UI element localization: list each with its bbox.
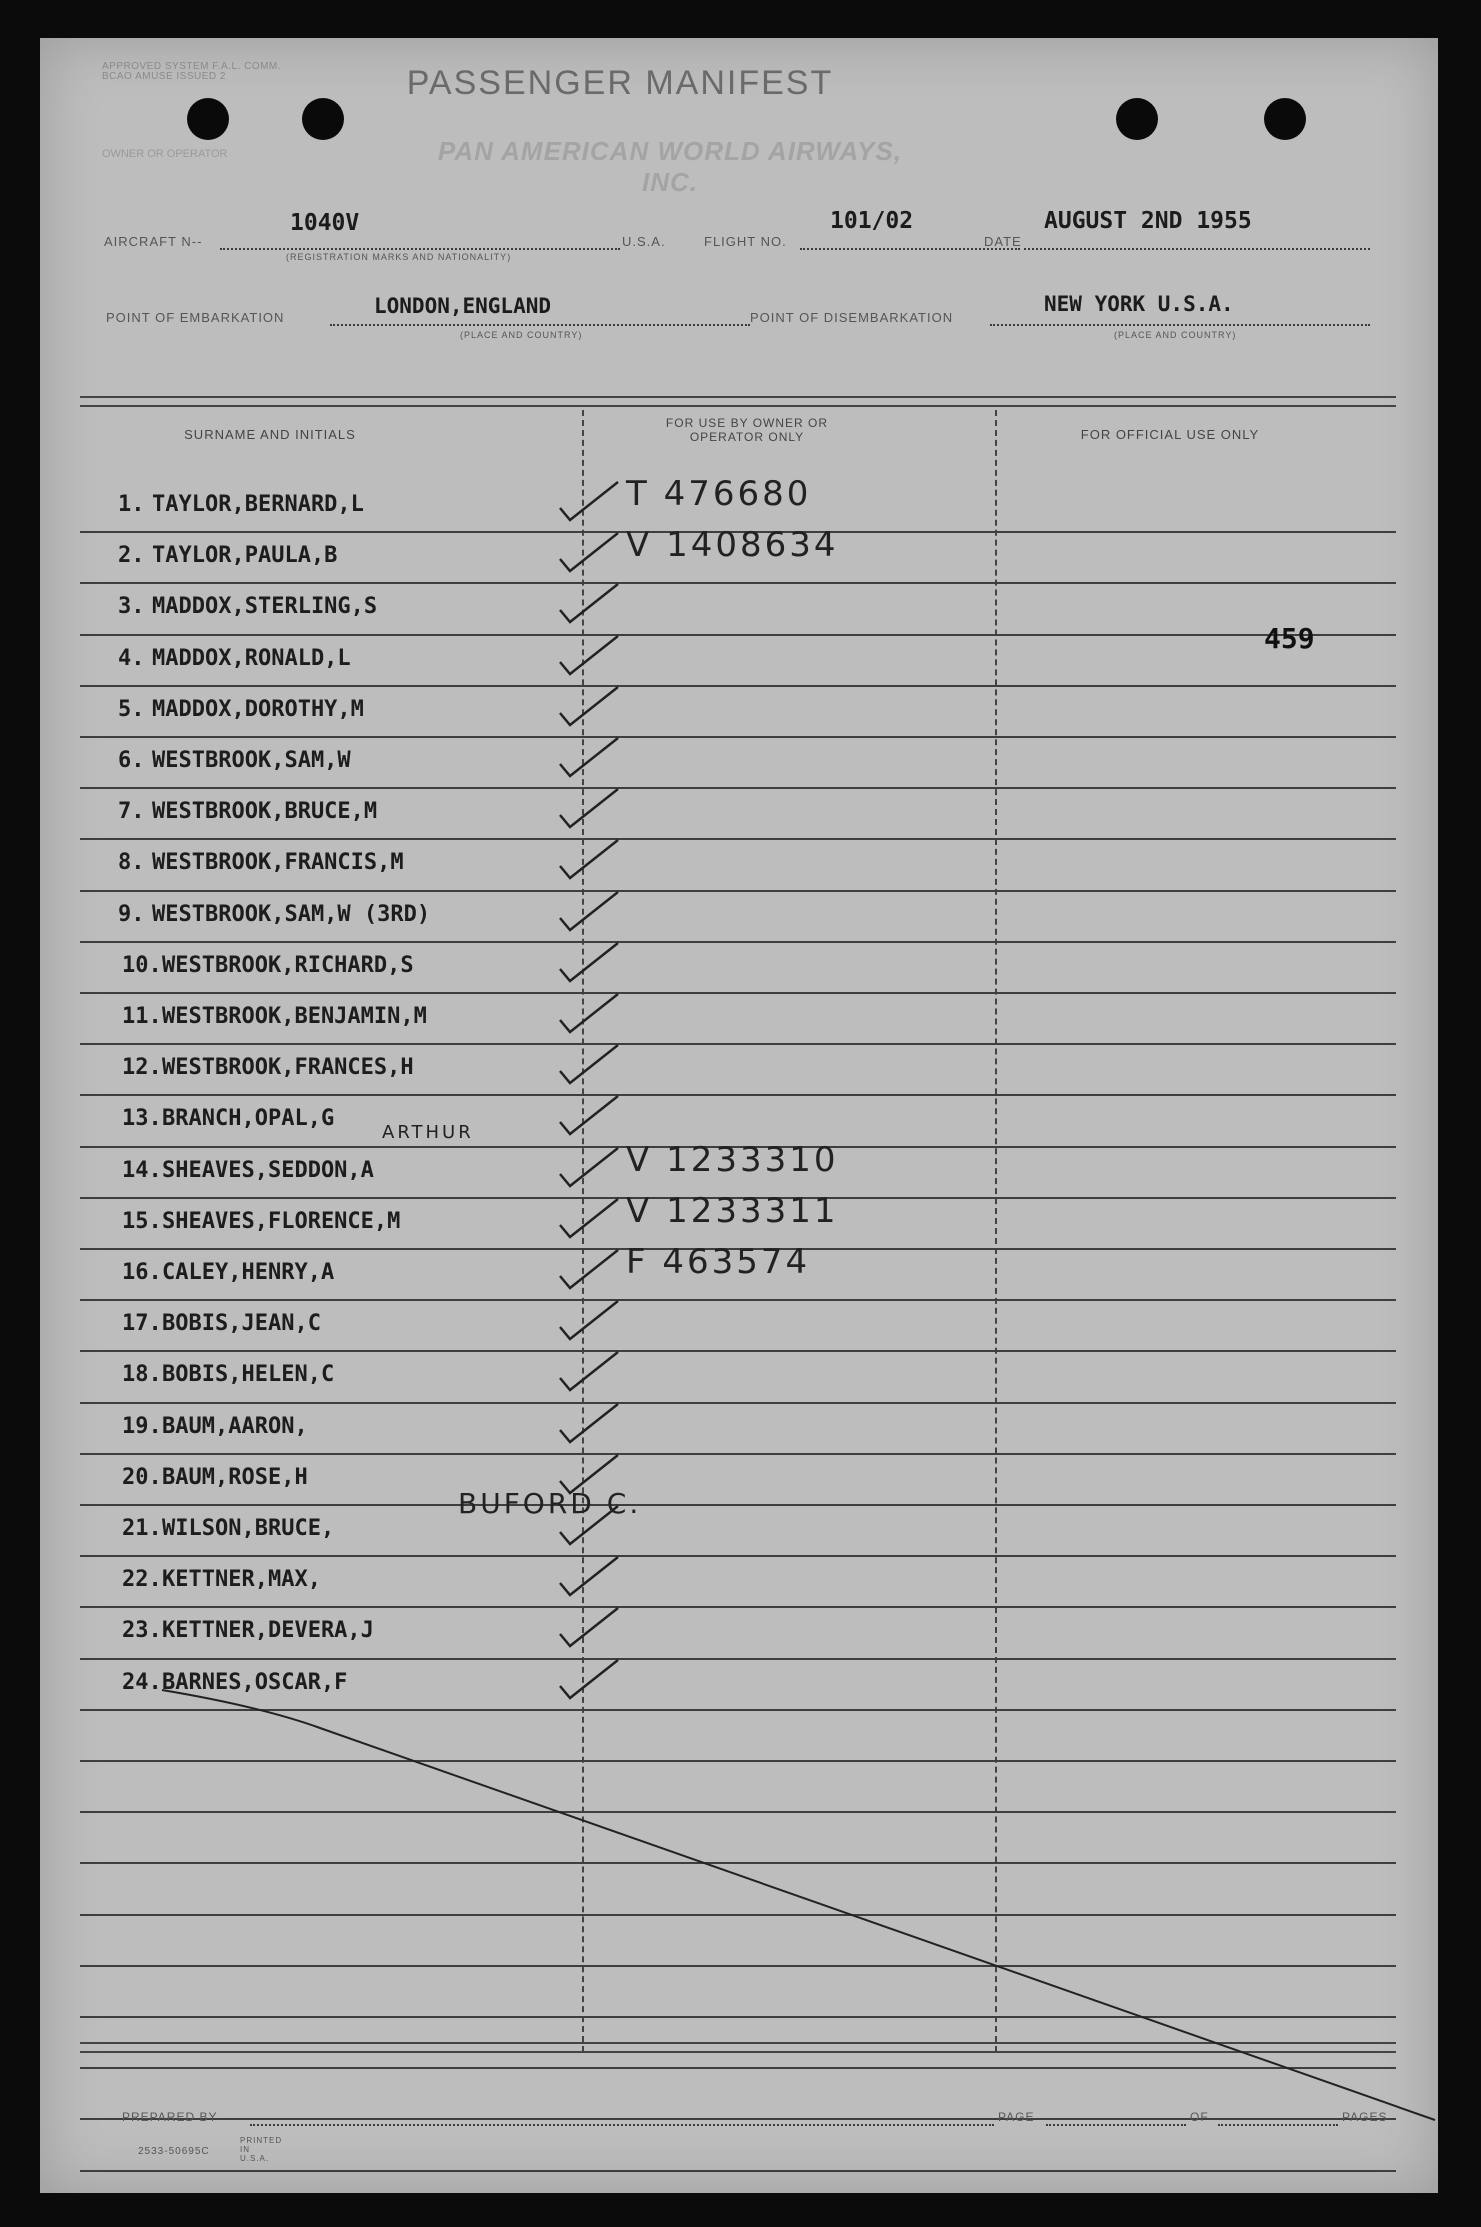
passenger-name: WESTBROOK,SAM,W [152,748,351,773]
passenger-number: 20. [122,1465,162,1490]
passenger-number: 18. [122,1362,162,1387]
page-label: PAGE [998,2110,1035,2124]
passenger-number: 23. [122,1618,162,1643]
embarkation-value: LONDON,ENGLAND [374,294,552,318]
owner-column-header: FOR USE BY OWNER OR OPERATOR ONLY [665,416,829,444]
aircraft-label: AIRCRAFT N-- [104,234,203,249]
passenger-number: 10. [122,953,162,978]
date-value: AUGUST 2ND 1955 [1044,208,1252,234]
passenger-name: BARNES,OSCAR,F [162,1670,348,1695]
embarkation-label: POINT OF EMBARKATION [106,310,285,325]
flight-label: FLIGHT NO. [704,234,787,249]
passenger-number: 7. [118,799,145,824]
passenger-number: 1. [118,492,145,517]
approval-note: APPROVED SYSTEM F.A.L. COMM. BCAO AMUSE ISSUED 2 [102,61,282,82]
passenger-name: WESTBROOK,RICHARD,S [162,953,414,978]
cancellation-line [40,38,1438,2193]
passenger-number: 12. [122,1055,162,1080]
passenger-number: 11. [122,1004,162,1029]
passenger-number: 8. [118,850,145,875]
official-column-header: FOR OFFICIAL USE ONLY [1080,427,1260,442]
passenger-name: MADDOX,RONALD,L [152,646,351,671]
prepared-by-underline [250,2124,994,2126]
official-number: 459 [1264,622,1315,655]
passenger-number: 4. [118,646,145,671]
passenger-name: CALEY,HENRY,A [162,1260,335,1285]
passenger-name: MADDOX,STERLING,S [152,594,378,619]
passenger-name: WESTBROOK,FRANCES,H [162,1055,414,1080]
passenger-name: TAYLOR,PAULA,B [152,543,338,568]
passenger-name: TAYLOR,BERNARD,L [152,492,364,517]
passenger-name: KETTNER,MAX, [162,1567,321,1592]
passenger-name: WESTBROOK,SAM,W (3RD) [152,902,431,927]
disembarkation-place-note: (PLACE AND COUNTRY) [1114,330,1237,340]
flight-value: 101/02 [830,208,914,234]
passenger-number: 16. [122,1260,162,1285]
embarkation-place-note: (PLACE AND COUNTRY) [460,330,583,340]
passenger-number: 15. [122,1209,162,1234]
printed-note: PRINTED IN U.S.A. [240,2136,283,2163]
manifest-sheet [40,38,1438,2193]
passenger-number: 21. [122,1516,162,1541]
form-code: 2533-50695C [138,2146,210,2157]
passenger-number: 5. [118,697,145,722]
passport-number: T 476680 [626,474,812,514]
passenger-name: BRANCH,OPAL,G [162,1106,335,1131]
passport-number: V 1233310 [626,1140,839,1180]
company-name: PAN AMERICAN WORLD AIRWAYS, INC. [437,136,903,197]
passenger-name: SHEAVES,FLORENCE,M [162,1209,401,1234]
passenger-number: 17. [122,1311,162,1336]
passport-number: F 463574 [626,1242,811,1282]
passenger-name: WILSON,BRUCE, [162,1516,335,1541]
passenger-name: MADDOX,DOROTHY,M [152,697,364,722]
page-title: PASSENGER MANIFEST [406,64,834,102]
disembarkation-label: POINT OF DISEMBARKATION [750,310,954,325]
passenger-number: 24. [122,1670,162,1695]
passenger-name: SHEAVES,SEDDON,A [162,1158,374,1183]
passenger-name: KETTNER,DEVERA,J [162,1618,374,1643]
passport-number: V 1408634 [626,525,839,565]
pages-label: PAGES [1342,2110,1388,2124]
passenger-number: 19. [122,1414,162,1439]
aircraft-value: 1040V [290,210,360,236]
usa-label: U.S.A. [622,234,666,249]
passenger-number: 3. [118,594,145,619]
passenger-number: 6. [118,748,145,773]
passenger-number: 2. [118,543,145,568]
passenger-number: 14. [122,1158,162,1183]
passenger-name: WESTBROOK,FRANCIS,M [152,850,404,875]
passenger-name: BAUM,ROSE,H [162,1465,308,1490]
passenger-name: WESTBROOK,BRUCE,M [152,799,378,824]
passenger-number: 9. [118,902,145,927]
handwritten-arthur: ARTHUR [382,1122,474,1143]
passenger-name: BOBIS,HELEN,C [162,1362,335,1387]
disembarkation-value: NEW YORK U.S.A. [1044,292,1234,316]
handwritten-buford: BUFORD C. [458,1487,642,1520]
registration-note: (REGISTRATION MARKS AND NATIONALITY) [286,252,512,262]
passenger-name: BAUM,AARON, [162,1414,308,1439]
passenger-name: BOBIS,JEAN,C [162,1311,321,1336]
passenger-number: 13. [122,1106,162,1131]
passenger-number: 22. [122,1567,162,1592]
date-label: DATE [984,234,1022,249]
page-underline [1046,2124,1186,2126]
owner-note: OWNER OR OPERATOR [102,148,228,160]
surname-column-header: SURNAME AND INITIALS [184,427,356,442]
prepared-by-label: PREPARED BY [122,2110,218,2124]
of-underline [1218,2124,1338,2126]
passenger-name: WESTBROOK,BENJAMIN,M [162,1004,427,1029]
passport-number: V 1233311 [626,1191,839,1231]
of-label: OF [1190,2110,1209,2124]
